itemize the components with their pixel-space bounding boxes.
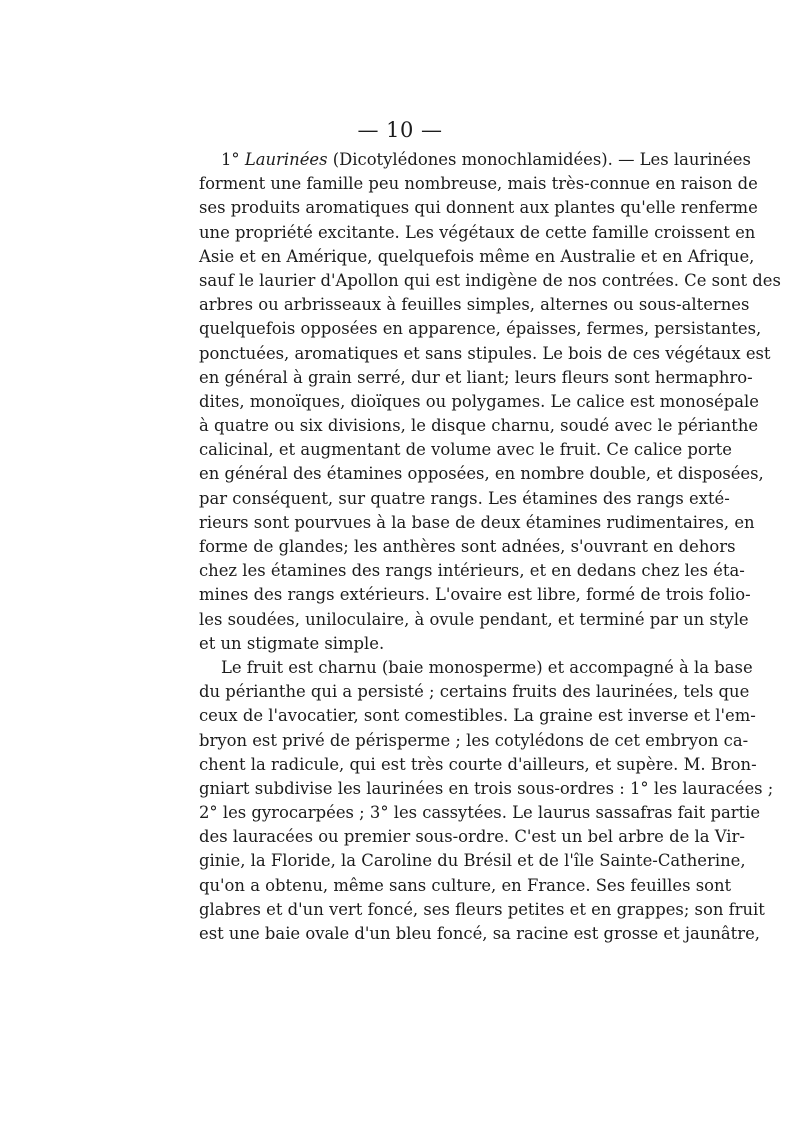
text-line: chent la radicule, qui est très courte d'ailleurs, et supère. M. Bron- bbox=[199, 754, 757, 774]
text-line: forme de glandes; les anthères sont adnées, s'ouvrant en dehors bbox=[199, 537, 736, 556]
paragraph bbox=[199, 148, 781, 656]
text-line: ses produits aromatiques qui donnent aux plantes qu'elle renferme bbox=[199, 198, 758, 218]
text-line: en général à grain serré, dur et liant; leurs fleurs sont hermaphro- bbox=[199, 367, 753, 387]
text-line: bryon est privé de périsperme ; les cotylédons de cet embryon ca- bbox=[199, 730, 749, 750]
text-line: ginie, la Floride, la Caroline du Brésil et de l'île Sainte-Catherine, bbox=[199, 851, 746, 871]
text-line: 2° les gyrocarpées ; 3° les cassytées. Le laurus sassafras fait partie bbox=[199, 803, 761, 823]
text-line: dites, monoïques, dioïques ou polygames. Le calice est monosépale bbox=[199, 391, 759, 411]
text-line: rieurs sont pourvues à la base de deux étamines rudimentaires, en bbox=[199, 512, 755, 532]
text-line: gniart subdivise les laurinées en trois sous-ordres : 1° les lauracées ; bbox=[199, 778, 774, 798]
text-line: chez les étamines des rangs intérieurs, et en dedans chez les éta- bbox=[199, 561, 745, 581]
text-line: qu'on a obtenu, même sans culture, en France. Ses feuilles sont bbox=[199, 875, 732, 895]
text-line: des lauracées ou premier sous-ordre. C'est un bel arbre de la Vir- bbox=[199, 827, 745, 847]
text-line: Le fruit est charnu (baie monosperme) et accompagné à la base bbox=[221, 657, 753, 677]
text-line: en général des étamines opposées, en nombre double, et disposées, bbox=[199, 464, 764, 484]
family-name: Laurinées bbox=[244, 150, 328, 169]
page-number: — 10 — bbox=[357, 118, 443, 142]
text-line: quelquefois opposées en apparence, épaisses, fermes, persistantes, bbox=[199, 319, 762, 339]
text-line: est une baie ovale d'un bleu foncé, sa racine est grosse et jaunâtre, bbox=[199, 924, 761, 943]
text-line: glabres et d'un vert foncé, ses fleurs petites et en grappes; son fruit bbox=[199, 899, 765, 919]
text-line: Asie et en Amérique, quelquefois même en Australie et en Afrique, bbox=[199, 246, 755, 266]
line-text: (Dicotylédones monochlamidées). — Les laurinées bbox=[332, 150, 751, 169]
text-line: les soudées, uniloculaire, à ovule pendant, et terminé par un style bbox=[199, 609, 749, 629]
text-line: calicinal, et augmentant de volume avec le fruit. Ce calice porte bbox=[199, 440, 732, 460]
text-line: forment une famille peu nombreuse, mais très-connue en raison de bbox=[199, 174, 758, 194]
text-line: et un stigmate simple. bbox=[199, 633, 385, 653]
text-line: à quatre ou six divisions, le disque charnu, soudé avec le périanthe bbox=[199, 416, 759, 436]
text-line: ponctuées, aromatiques et sans stipules. Le bois de ces végétaux est bbox=[199, 343, 771, 363]
text-line: arbres ou arbrisseaux à feuilles simples, alternes ou sous-alternes bbox=[199, 295, 750, 315]
body-text bbox=[199, 148, 781, 946]
list-number: 1° bbox=[221, 150, 240, 169]
text-line: une propriété excitante. Les végétaux de cette famille croissent en bbox=[199, 222, 756, 242]
text-line bbox=[199, 148, 751, 172]
text-line: sauf le laurier d'Apollon qui est indigène de nos contrées. Ce sont des bbox=[199, 270, 781, 290]
paragraph bbox=[199, 656, 774, 946]
text-line: du périanthe qui a persisté ; certains fruits des laurinées, tels que bbox=[199, 682, 750, 702]
text-line: mines des rangs extérieurs. L'ovaire est libre, formé de trois folio- bbox=[199, 585, 751, 605]
text-line: ceux de l'avocatier, sont comestibles. La graine est inverse et l'em- bbox=[199, 706, 756, 726]
text-line: par conséquent, sur quatre rangs. Les étamines des rangs exté- bbox=[199, 488, 730, 508]
